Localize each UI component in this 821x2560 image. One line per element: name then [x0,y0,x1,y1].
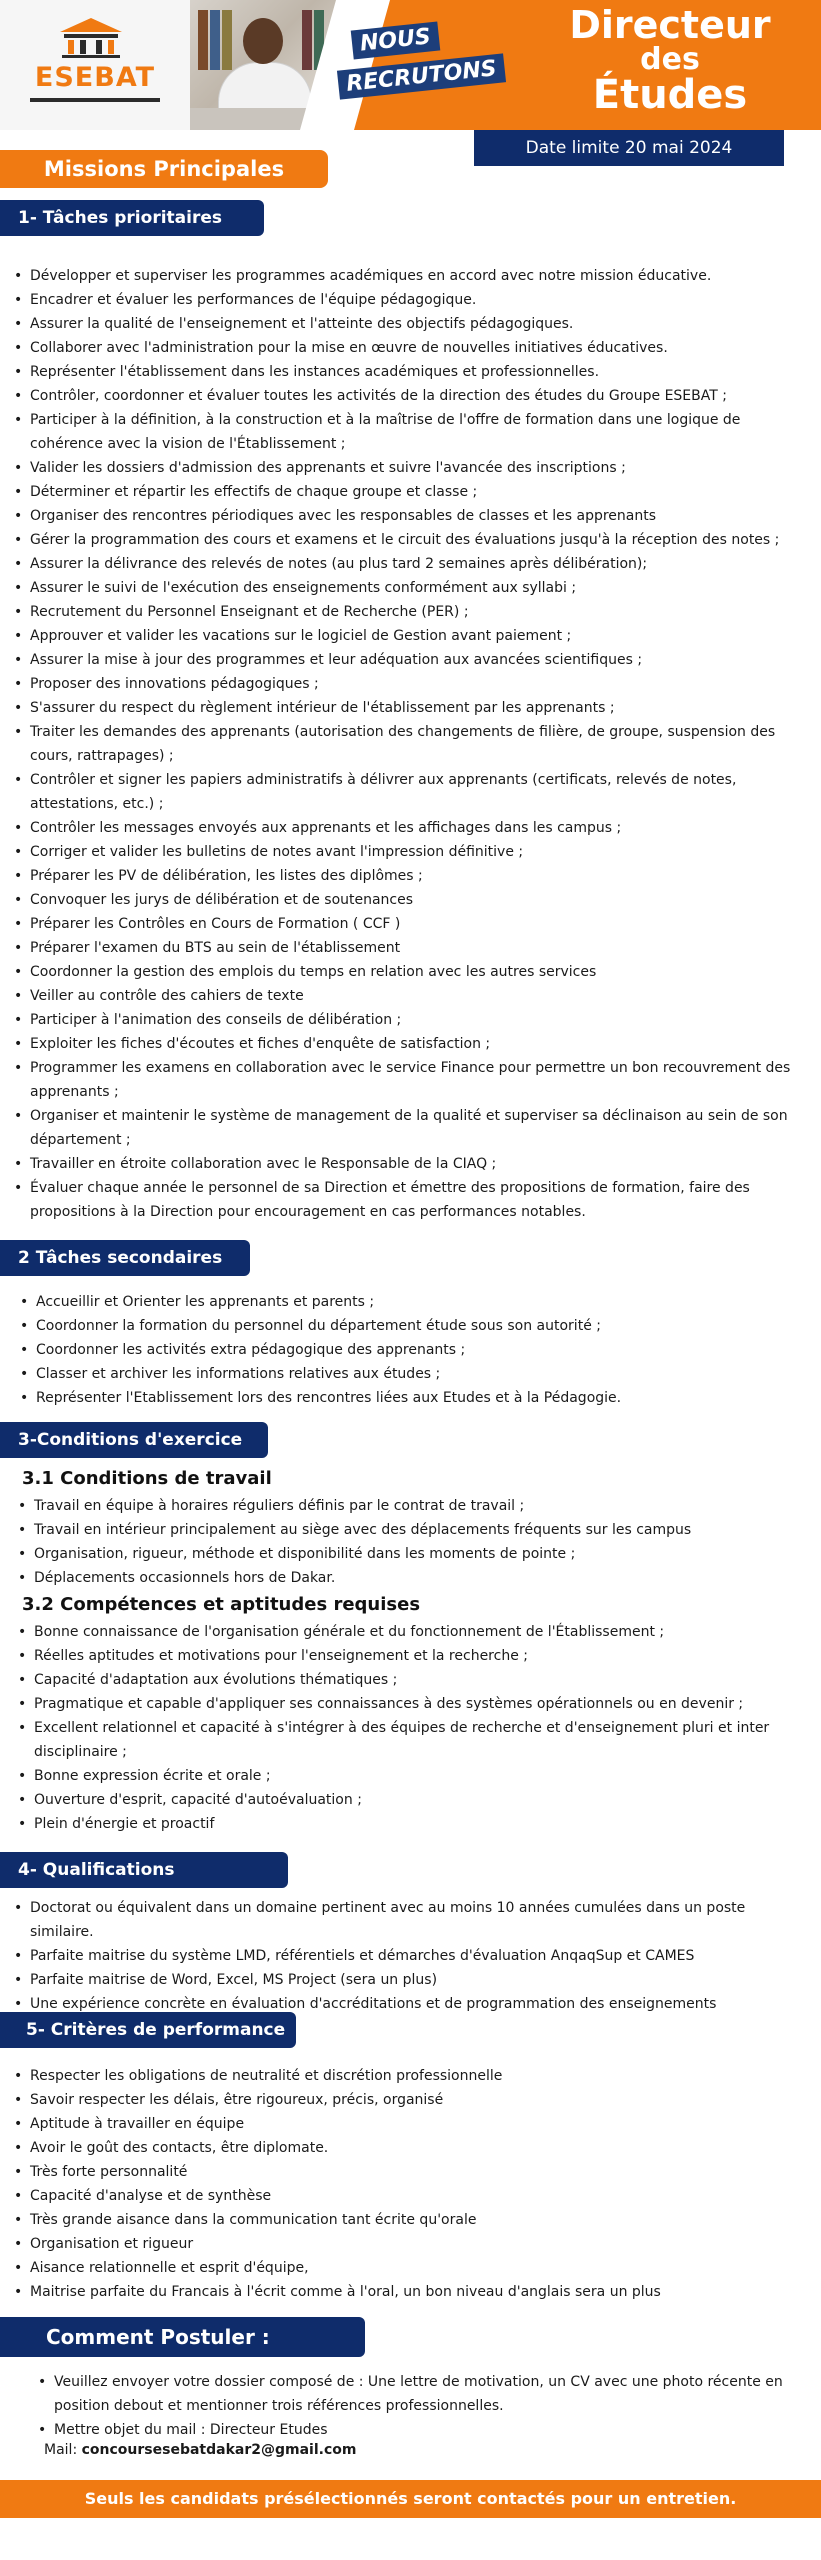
section-2-item: • Représenter l'Etablissement lors des rencontres liées aux Etudes et à la Pédagogie. [18,1386,808,1410]
section-4-item: • Une expérience concrète en évaluation d'accréditations et de programmation des enseignements [12,1992,812,2016]
job-title [530,3,810,119]
job-title-line3: Études [592,72,748,119]
section-1-item: • Organiser des rencontres périodiques avec les responsables de classes et les apprenants [12,504,812,528]
job-title-line1: Directeur [569,3,771,47]
section-1-item: • Gérer la programmation des cours et examens et le circuit des évaluations jusqu'à la réception des notes ; [12,528,812,552]
section-1-item: • Participer à l'animation des conseils de délibération ; [12,1008,812,1032]
section-1-item: • Organiser et maintenir le système de management de la qualité et superviser sa déclinaison au sein de son département ; [12,1104,812,1152]
section-3-2-item: • Excellent relationnel et capacité à s'intégrer à des équipes de recherche et d'enseignement pluri et inter disciplinaire ; [16,1716,806,1764]
section-5-item: • Très forte personnalité [12,2160,812,2184]
apply-mail-label: Mail: [44,2442,78,2458]
section-5-item: • Aptitude à travailler en équipe [12,2112,812,2136]
section-1-item: • Valider les dossiers d'admission des apprenants et suivre l'avancée des inscriptions ; [12,456,812,480]
section-3-1-item: • Travail en intérieur principalement au siège avec des déplacements fréquents sur les campus [16,1518,806,1542]
section-1-item: • Assurer le suivi de l'exécution des enseignements conformément aux syllabi ; [12,576,812,600]
section-2-item: • Classer et archiver les informations relatives aux études ; [18,1362,808,1386]
section-2-list [18,1290,808,1410]
section-4-list [12,1896,812,2016]
section-1-item: • Contrôler et signer les papiers administratifs à délivrer aux apprenants (certificats, relevés de notes, attestations, etc.) ; [12,768,812,816]
section-3-2-list [16,1620,806,1836]
section-1-item: • Convoquer les jurys de délibération et de soutenances [12,888,812,912]
section-3-2-item: • Bonne connaissance de l'organisation générale et du fonctionnement de l'Établissement ; [16,1620,806,1644]
section-2-item: • Coordonner la formation du personnel du département étude sous son autorité ; [18,1314,808,1338]
recruiting-badge [338,22,498,106]
section-5-item: • Avoir le goût des contacts, être diplomate. [12,2136,812,2160]
section-4-item: • Parfaite maitrise du système LMD, référentiels et démarches d'évaluation AnqaqSup et CAMES [12,1944,812,1968]
section-1-item: • Préparer les PV de délibération, les listes des diplômes ; [12,864,812,888]
section-3-1-title: 3.1 Conditions de travail [22,1468,272,1489]
section-2-label: 2 Tâches secondaires [0,1240,250,1276]
section-5-item: • Respecter les obligations de neutralité et discrétion professionnelle [12,2064,812,2088]
deadline-banner: Date limite 20 mai 2024 [474,130,784,166]
section-3-2-item: • Plein d'énergie et proactif [16,1812,806,1836]
section-5-item: • Maitrise parfaite du Francais à l'écrit comme à l'oral, un bon niveau d'anglais sera un plus [12,2280,812,2304]
section-5-list [12,2064,812,2304]
section-1-item: • Approuver et valider les vacations sur le logiciel de Gestion avant paiement ; [12,624,812,648]
section-1-item: • Assurer la qualité de l'enseignement et l'atteinte des objectifs pédagogiques. [12,312,812,336]
section-1-item: • Coordonner la gestion des emplois du temps en relation avec les autres services [12,960,812,984]
building-logo-icon [60,18,122,58]
section-3-2-item: • Bonne expression écrite et orale ; [16,1764,806,1788]
section-1-item: • Contrôler, coordonner et évaluer toutes les activités de la direction des études du Groupe ESEBAT ; [12,384,812,408]
apply-item: • Mettre objet du mail : Directeur Etudes [36,2418,806,2442]
section-3-1-item: • Déplacements occasionnels hors de Dakar. [16,1566,806,1590]
section-1-item: • Assurer la mise à jour des programmes et leur adéquation aux avancées scientifiques ; [12,648,812,672]
section-1-item: • Traiter les demandes des apprenants (autorisation des changements de filière, de groupe, suspension des cours, rattrapages) ; [12,720,812,768]
job-title-line2: des [640,41,700,77]
section-1-label: 1- Tâches prioritaires [0,200,264,236]
section-2-item: • Accueillir et Orienter les apprenants et parents ; [18,1290,808,1314]
section-1-item: • Préparer l'examen du BTS au sein de l'établissement [12,936,812,960]
section-1-item: • Encadrer et évaluer les performances de l'équipe pédagogique. [12,288,812,312]
section-1-item: • Contrôler les messages envoyés aux apprenants et les affichages dans les campus ; [12,816,812,840]
section-5-item: • Organisation et rigueur [12,2232,812,2256]
section-5-item: • Savoir respecter les délais, être rigoureux, précis, organisé [12,2088,812,2112]
section-1-item: • Programmer les examens en collaboration avec le service Finance pour permettre un bon recouvrement des apprenants ; [12,1056,812,1104]
header-banner [0,0,821,130]
section-1-list [12,264,812,1224]
section-1-item: • Évaluer chaque année le personnel de sa Direction et émettre des propositions de formation, faire des propositions à la Direction pour encouragement en cas performances notables. [12,1176,812,1224]
apply-mail-address[interactable]: concoursesebatdakar2@gmail.com [81,2442,357,2458]
recruiting-badge-line2: RECRUTONS [337,53,506,99]
section-1-item: • Assurer la délivrance des relevés de notes (au plus tard 2 semaines après délibération); [12,552,812,576]
section-3-2-item: • Ouverture d'esprit, capacité d'autoévaluation ; [16,1788,806,1812]
section-1-item: • Préparer les Contrôles en Cours de Formation ( CCF ) [12,912,812,936]
section-1-item: • Corriger et valider les bulletins de notes avant l'impression définitive ; [12,840,812,864]
section-1-item: • Participer à la définition, à la construction et à la maîtrise de l'offre de formation dans une logique de cohérence avec la vision de l'Établissement ; [12,408,812,456]
section-1-item: • Exploiter les fiches d'écoutes et fiches d'enquête de satisfaction ; [12,1032,812,1056]
section-3-1-item: • Organisation, rigueur, méthode et disponibilité dans les moments de pointe ; [16,1542,806,1566]
section-1-item: • Représenter l'établissement dans les instances académiques et professionnelles. [12,360,812,384]
apply-mail [44,2442,356,2458]
section-1-item: • Collaborer avec l'administration pour la mise en œuvre de nouvelles initiatives éducatives. [12,336,812,360]
section-5-item: • Capacité d'analyse et de synthèse [12,2184,812,2208]
section-3-2-title: 3.2 Compétences et aptitudes requises [22,1594,421,1615]
section-1-item: • Travailler en étroite collaboration avec le Responsable de la CIAQ ; [12,1152,812,1176]
section-4-item: • Doctorat ou équivalent dans un domaine pertinent avec au moins 10 années cumulées dans un poste similaire. [12,1896,812,1944]
section-4-item: • Parfaite maitrise de Word, Excel, MS Project (sera un plus) [12,1968,812,1992]
footer-banner: Seuls les candidats présélectionnés seront contactés pour un entretien. [0,2480,821,2518]
section-5-item: • Très grande aisance dans la communication tant écrite qu'orale [12,2208,812,2232]
section-5-item: • Aisance relationnelle et esprit d'équipe, [12,2256,812,2280]
section-3-1-item: • Travail en équipe à horaires réguliers définis par le contrat de travail ; [16,1494,806,1518]
section-4-label: 4- Qualifications [0,1852,288,1888]
section-5-label: 5- Critères de performance [0,2012,296,2048]
section-3-2-item: • Pragmatique et capable d'appliquer ses connaissances à des systèmes opérationnels ou en devenir ; [16,1692,806,1716]
logo-text: ESEBAT [34,62,156,93]
section-1-item: • Recrutement du Personnel Enseignant et de Recherche (PER) ; [12,600,812,624]
section-1-item: • Développer et superviser les programmes académiques en accord avec notre mission éducative. [12,264,812,288]
section-2-item: • Coordonner les activités extra pédagogique des apprenants ; [18,1338,808,1362]
apply-list [36,2370,806,2442]
section-3-2-item: • Réelles aptitudes et motivations pour l'enseignement et la recherche ; [16,1644,806,1668]
recruiting-badge-line1: NOUS [351,22,440,60]
section-1-item: • S'assurer du respect du règlement intérieur de l'établissement par les apprenants ; [12,696,812,720]
logo-tagline-bar [30,98,160,102]
section-3-1-list [16,1494,806,1590]
apply-section-label: Comment Postuler : [0,2317,365,2357]
section-3-2-item: • Capacité d'adaptation aux évolutions thématiques ; [16,1668,806,1692]
logo [0,0,190,130]
section-1-item: • Déterminer et répartir les effectifs de chaque groupe et classe ; [12,480,812,504]
apply-item: • Veuillez envoyer votre dossier composé de : Une lettre de motivation, un CV avec une photo récente en position debout et mentionner trois références professionnelles. [36,2370,806,2418]
section-1-item: • Veiller au contrôle des cahiers de texte [12,984,812,1008]
missions-tab: Missions Principales [0,150,328,188]
section-3-label: 3-Conditions d'exercice [0,1422,268,1458]
section-1-item: • Proposer des innovations pédagogiques ; [12,672,812,696]
person-head [243,18,283,64]
